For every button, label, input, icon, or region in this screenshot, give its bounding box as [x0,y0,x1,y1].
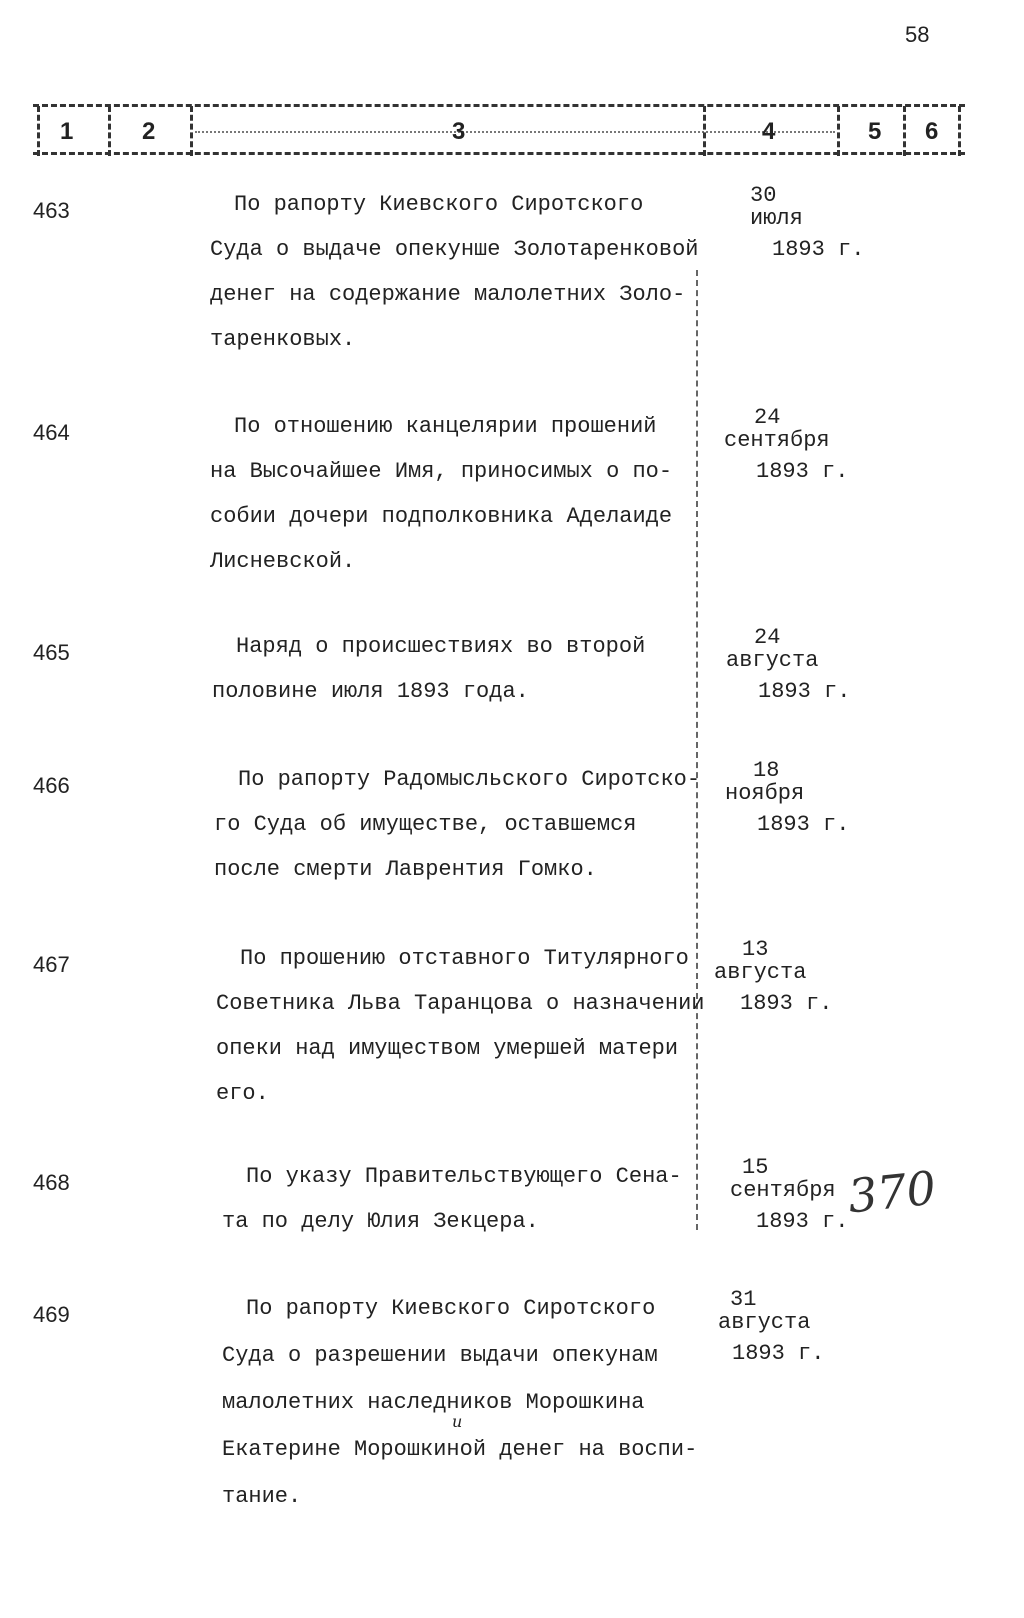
entry-text-line: По рапорту Радомысльского Сиротско- [238,767,701,792]
date-month: сентября [724,428,830,453]
entry-text-line: Советника Льва Таранцова о назначении [216,991,705,1016]
date-day: 18 [753,758,780,783]
date-month: июля [750,206,803,231]
date-month: августа [714,960,807,985]
entry-date [725,759,849,836]
column-header-3: 3 [452,118,466,145]
header-dotted-line [195,131,835,133]
entry-text-line: малолетних наследников Морошкина [222,1390,645,1415]
date-year: 1893 г. [740,991,833,1016]
column-separator [903,106,906,156]
entry-number: 467 [33,952,70,977]
entry-text-line: По рапорту Киевского Сиротского [246,1296,656,1321]
column-divider [696,270,698,1230]
entry-text-line: половине июля 1893 года. [212,679,529,704]
entry-date [714,938,832,1015]
entry-text-line: на Высочайшее Имя, приносимых о по- [210,459,673,484]
entry-number: 466 [33,773,70,798]
date-month: сентября [730,1178,836,1203]
date-day: 15 [742,1155,769,1180]
column-separator [108,106,111,156]
date-day: 31 [730,1287,757,1312]
date-year: 1893 г. [732,1341,825,1366]
entry-text-line: тание. [222,1484,302,1509]
entry-date [750,184,864,261]
header-top-rule [33,104,965,107]
entry-text-line: го Суда об имуществе, оставшемся [214,812,637,837]
date-year: 1893 г. [756,459,849,484]
entry-text-line: Екатерине Морошкиной денег на воспи- [222,1437,698,1462]
entry-date [726,626,850,703]
header-bottom-rule [33,152,965,155]
entry-text-line: Наряд о происшествиях во второй [236,634,646,659]
date-year: 1893 г. [757,812,850,837]
date-day: 24 [754,405,781,430]
entry-number: 469 [33,1302,70,1327]
date-month: августа [718,1310,811,1335]
date-day: 13 [742,937,769,962]
entry-text-line: По отношению канцелярии прошений [234,414,657,439]
entry-text-line: его. [216,1081,269,1106]
entry-text-line: По прошению отставного Титулярного [240,946,689,971]
column-header-4: 4 [762,118,776,145]
column-header-2: 2 [142,118,156,145]
entry-number: 468 [33,1170,70,1195]
date-year: 1893 г. [772,237,865,262]
column-separator [703,106,706,156]
entry-number: 465 [33,640,70,665]
column-header-1: 1 [60,118,74,145]
entry-number: 463 [33,198,70,223]
column-header-5: 5 [868,118,882,145]
column-separator [37,106,40,156]
date-year: 1893 г. [758,679,851,704]
date-day: 30 [750,183,777,208]
handwritten-note: 370 [845,1160,939,1224]
entry-date [730,1156,848,1233]
entry-text-line: По указу Правительствующего Сена- [246,1164,682,1189]
date-month: ноября [725,781,805,806]
column-header-6: 6 [925,118,939,145]
page-number: 58 [905,22,930,47]
entry-text-line: собии дочери подполковника Аделаиде [210,504,673,529]
entry-text-line: та по делу Юлия Зекцера. [222,1209,539,1234]
entry-date [724,406,848,483]
column-separator [837,106,840,156]
date-year: 1893 г. [756,1209,849,1234]
entry-text-line: опеки над имуществом умершей матери [216,1036,679,1061]
entry-text-line: денег на содержание малолетних Золо- [210,282,686,307]
date-day: 24 [754,625,781,650]
handwritten-correction: и [452,1412,463,1431]
date-month: августа [726,648,819,673]
entry-date [718,1288,824,1365]
entry-text-line: По рапорту Киевского Сиротского [234,192,644,217]
entry-text-line: Суда о разрешении выдачи опекунам [222,1343,658,1368]
column-separator [190,106,193,156]
entry-text-line: Суда о выдаче опекунше Золотаренковой [210,237,699,262]
entry-text-line: Лисневской. [210,549,356,574]
entry-text-line: таренковых. [210,327,356,352]
entry-text-line: после смерти Лаврентия Гомко. [214,857,597,882]
column-separator [958,106,961,156]
entry-number: 464 [33,420,70,445]
